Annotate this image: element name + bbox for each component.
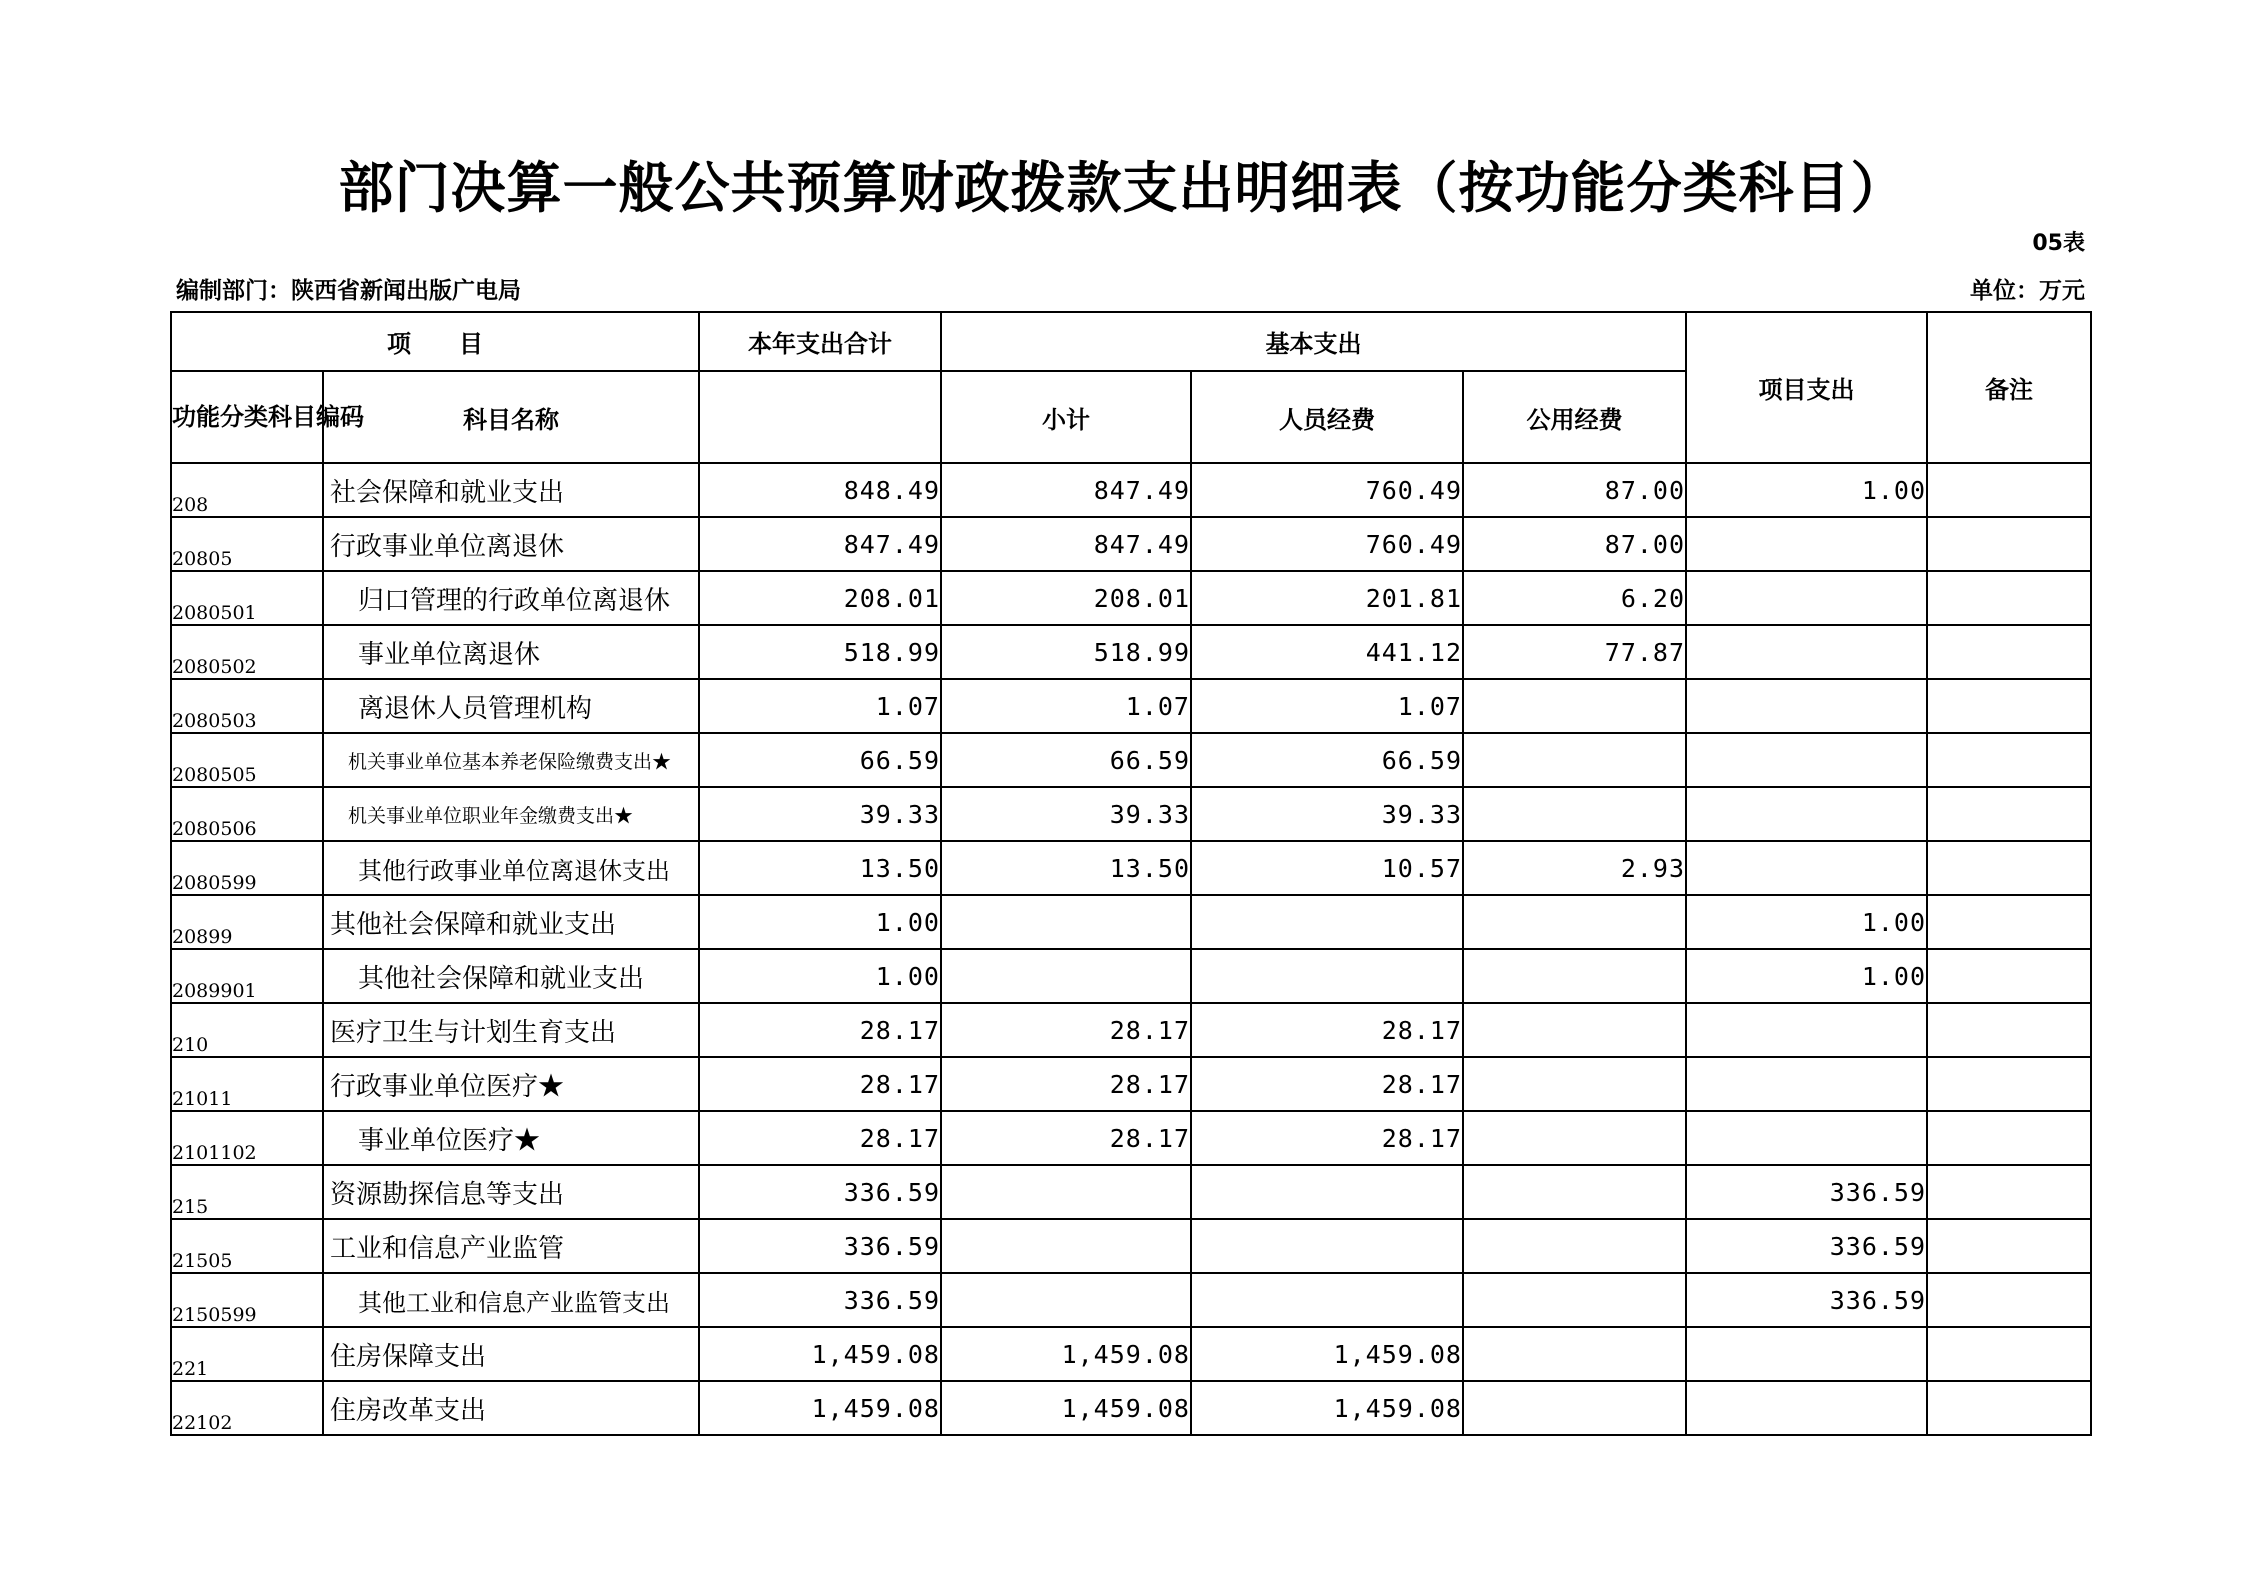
total-value: 336.59 xyxy=(699,1165,941,1219)
project-expenditure-header: 项目支出 xyxy=(1686,312,1927,463)
subject-code: 2150599 xyxy=(171,1273,323,1327)
subject-code: 208 xyxy=(171,463,323,517)
code-header: 功能分类科目编码 xyxy=(171,371,323,463)
subject-name: 工业和信息产业监管 xyxy=(323,1219,699,1273)
public-value xyxy=(1463,733,1686,787)
subtotal-value: 28.17 xyxy=(941,1111,1191,1165)
remark-header: 备注 xyxy=(1927,312,2091,463)
remark-value xyxy=(1927,1003,2091,1057)
subtotal-value xyxy=(941,1165,1191,1219)
public-value xyxy=(1463,1273,1686,1327)
subject-code: 20805 xyxy=(171,517,323,571)
personnel-value xyxy=(1191,1165,1463,1219)
remark-value xyxy=(1927,1057,2091,1111)
personnel-value: 39.33 xyxy=(1191,787,1463,841)
project-value xyxy=(1686,1327,1927,1381)
personnel-value: 28.17 xyxy=(1191,1111,1463,1165)
subtotal-value xyxy=(941,1273,1191,1327)
table-number: 05表 xyxy=(2032,231,2085,256)
project-value xyxy=(1686,733,1927,787)
subtotal-value: 1,459.08 xyxy=(941,1327,1191,1381)
project-value xyxy=(1686,679,1927,733)
subject-name: 其他工业和信息产业监管支出 xyxy=(323,1273,699,1327)
subject-code: 2080503 xyxy=(171,679,323,733)
subtotal-value: 847.49 xyxy=(941,517,1191,571)
table-row xyxy=(171,625,2091,679)
table-row xyxy=(171,1057,2091,1111)
table-row xyxy=(171,1165,2091,1219)
total-value: 28.17 xyxy=(699,1057,941,1111)
total-value: 39.33 xyxy=(699,787,941,841)
total-value: 336.59 xyxy=(699,1219,941,1273)
public-value xyxy=(1463,1219,1686,1273)
total-value: 28.17 xyxy=(699,1003,941,1057)
unit-label: 单位：万元 xyxy=(1970,278,2085,304)
personnel-value: 28.17 xyxy=(1191,1057,1463,1111)
public-value xyxy=(1463,787,1686,841)
personnel-value xyxy=(1191,895,1463,949)
project-value xyxy=(1686,841,1927,895)
table-row xyxy=(171,1381,2091,1435)
subtotal-value: 28.17 xyxy=(941,1003,1191,1057)
subject-name: 社会保障和就业支出 xyxy=(323,463,699,517)
remark-value xyxy=(1927,1165,2091,1219)
subtotal-header: 小计 xyxy=(941,371,1191,463)
subject-code: 215 xyxy=(171,1165,323,1219)
subject-name: 其他社会保障和就业支出 xyxy=(323,895,699,949)
subtotal-value: 13.50 xyxy=(941,841,1191,895)
total-value: 848.49 xyxy=(699,463,941,517)
personnel-value: 441.12 xyxy=(1191,625,1463,679)
public-value: 77.87 xyxy=(1463,625,1686,679)
remark-value xyxy=(1927,463,2091,517)
total-value: 336.59 xyxy=(699,1273,941,1327)
subject-code: 210 xyxy=(171,1003,323,1057)
project-value xyxy=(1686,517,1927,571)
table-row xyxy=(171,1003,2091,1057)
table-row xyxy=(171,1219,2091,1273)
subject-code: 221 xyxy=(171,1327,323,1381)
project-value: 1.00 xyxy=(1686,949,1927,1003)
personnel-value xyxy=(1191,949,1463,1003)
subject-code: 2080501 xyxy=(171,571,323,625)
subtotal-value: 1,459.08 xyxy=(941,1381,1191,1435)
total-value: 1.00 xyxy=(699,949,941,1003)
subject-name: 行政事业单位医疗★ xyxy=(323,1057,699,1111)
personnel-value: 66.59 xyxy=(1191,733,1463,787)
table-row xyxy=(171,787,2091,841)
remark-value xyxy=(1927,571,2091,625)
public-value xyxy=(1463,1057,1686,1111)
public-value xyxy=(1463,895,1686,949)
remark-value xyxy=(1927,1219,2091,1273)
project-value xyxy=(1686,625,1927,679)
remark-value xyxy=(1927,1327,2091,1381)
subtotal-value xyxy=(941,895,1191,949)
remark-value xyxy=(1927,679,2091,733)
personnel-value: 1,459.08 xyxy=(1191,1381,1463,1435)
public-value xyxy=(1463,1165,1686,1219)
public-expense-header: 公用经费 xyxy=(1463,371,1686,463)
subject-code: 2080506 xyxy=(171,787,323,841)
subject-code: 20899 xyxy=(171,895,323,949)
table-row xyxy=(171,895,2091,949)
table-row xyxy=(171,949,2091,1003)
subtotal-value: 518.99 xyxy=(941,625,1191,679)
total-value: 1,459.08 xyxy=(699,1327,941,1381)
subject-code: 2089901 xyxy=(171,949,323,1003)
project-value: 336.59 xyxy=(1686,1165,1927,1219)
personnel-value: 760.49 xyxy=(1191,517,1463,571)
table-row xyxy=(171,463,2091,517)
remark-value xyxy=(1927,1273,2091,1327)
subject-code: 21011 xyxy=(171,1057,323,1111)
subtotal-value: 28.17 xyxy=(941,1057,1191,1111)
remark-value xyxy=(1927,625,2091,679)
table-row xyxy=(171,679,2091,733)
public-value xyxy=(1463,1111,1686,1165)
public-value xyxy=(1463,1003,1686,1057)
table-row xyxy=(171,517,2091,571)
table-row xyxy=(171,841,2091,895)
subject-name: 住房改革支出 xyxy=(323,1381,699,1435)
personnel-value: 201.81 xyxy=(1191,571,1463,625)
public-value: 87.00 xyxy=(1463,517,1686,571)
total-value: 1.00 xyxy=(699,895,941,949)
public-value xyxy=(1463,679,1686,733)
total-value: 1,459.08 xyxy=(699,1381,941,1435)
basic-expenditure-header: 基本支出 xyxy=(941,312,1686,371)
name-header: 科目名称 xyxy=(323,371,699,463)
table-row xyxy=(171,733,2091,787)
public-value: 87.00 xyxy=(1463,463,1686,517)
public-value xyxy=(1463,1381,1686,1435)
total-value: 66.59 xyxy=(699,733,941,787)
subject-code: 21505 xyxy=(171,1219,323,1273)
public-value xyxy=(1463,949,1686,1003)
personnel-header: 人员经费 xyxy=(1191,371,1463,463)
expenditure-table xyxy=(170,311,2092,1436)
page-title: 部门决算一般公共预算财政拨款支出明细表（按功能分类科目） xyxy=(338,156,1907,220)
subject-code: 2080502 xyxy=(171,625,323,679)
public-value: 6.20 xyxy=(1463,571,1686,625)
personnel-value: 10.57 xyxy=(1191,841,1463,895)
total-value: 1.07 xyxy=(699,679,941,733)
subject-name: 机关事业单位职业年金缴费支出★ xyxy=(323,787,699,841)
total-subheader-empty xyxy=(699,371,941,463)
project-value xyxy=(1686,571,1927,625)
public-value xyxy=(1463,1327,1686,1381)
project-value: 336.59 xyxy=(1686,1273,1927,1327)
total-value: 208.01 xyxy=(699,571,941,625)
total-header: 本年支出合计 xyxy=(699,312,941,371)
item-header: 项 目 xyxy=(171,312,699,371)
table-row xyxy=(171,1327,2091,1381)
project-value: 1.00 xyxy=(1686,895,1927,949)
subtotal-value: 66.59 xyxy=(941,733,1191,787)
subject-name: 住房保障支出 xyxy=(323,1327,699,1381)
remark-value xyxy=(1927,841,2091,895)
subtotal-value: 39.33 xyxy=(941,787,1191,841)
header-row-1 xyxy=(171,312,2091,371)
subject-code: 2080599 xyxy=(171,841,323,895)
subject-name: 事业单位离退休 xyxy=(323,625,699,679)
subject-code: 22102 xyxy=(171,1381,323,1435)
subject-name: 资源勘探信息等支出 xyxy=(323,1165,699,1219)
remark-value xyxy=(1927,949,2091,1003)
total-value: 518.99 xyxy=(699,625,941,679)
subject-name: 行政事业单位离退休 xyxy=(323,517,699,571)
project-value: 1.00 xyxy=(1686,463,1927,517)
project-value xyxy=(1686,1381,1927,1435)
remark-value xyxy=(1927,787,2091,841)
subject-name: 其他社会保障和就业支出 xyxy=(323,949,699,1003)
subtotal-value: 208.01 xyxy=(941,571,1191,625)
subject-name: 医疗卫生与计划生育支出 xyxy=(323,1003,699,1057)
subtotal-value: 847.49 xyxy=(941,463,1191,517)
personnel-value: 28.17 xyxy=(1191,1003,1463,1057)
total-value: 13.50 xyxy=(699,841,941,895)
remark-value xyxy=(1927,895,2091,949)
personnel-value: 1.07 xyxy=(1191,679,1463,733)
subject-name: 其他行政事业单位离退休支出 xyxy=(323,841,699,895)
table-row xyxy=(171,1111,2091,1165)
project-value xyxy=(1686,1057,1927,1111)
remark-value xyxy=(1927,733,2091,787)
personnel-value: 1,459.08 xyxy=(1191,1327,1463,1381)
project-value: 336.59 xyxy=(1686,1219,1927,1273)
table-row xyxy=(171,571,2091,625)
public-value: 2.93 xyxy=(1463,841,1686,895)
remark-value xyxy=(1927,517,2091,571)
remark-value xyxy=(1927,1111,2091,1165)
subject-name: 离退休人员管理机构 xyxy=(323,679,699,733)
total-value: 28.17 xyxy=(699,1111,941,1165)
project-value xyxy=(1686,1003,1927,1057)
subject-name: 事业单位医疗★ xyxy=(323,1111,699,1165)
subtotal-value xyxy=(941,949,1191,1003)
subject-name: 归口管理的行政单位离退休 xyxy=(323,571,699,625)
subtotal-value: 1.07 xyxy=(941,679,1191,733)
remark-value xyxy=(1927,1381,2091,1435)
total-value: 847.49 xyxy=(699,517,941,571)
subtotal-value xyxy=(941,1219,1191,1273)
personnel-value xyxy=(1191,1273,1463,1327)
subject-code: 2101102 xyxy=(171,1111,323,1165)
personnel-value xyxy=(1191,1219,1463,1273)
project-value xyxy=(1686,1111,1927,1165)
compiling-department: 编制部门：陕西省新闻出版广电局 xyxy=(176,278,521,304)
table-row xyxy=(171,1273,2091,1327)
personnel-value: 760.49 xyxy=(1191,463,1463,517)
project-value xyxy=(1686,787,1927,841)
subject-code: 2080505 xyxy=(171,733,323,787)
subject-name: 机关事业单位基本养老保险缴费支出★ xyxy=(323,733,699,787)
